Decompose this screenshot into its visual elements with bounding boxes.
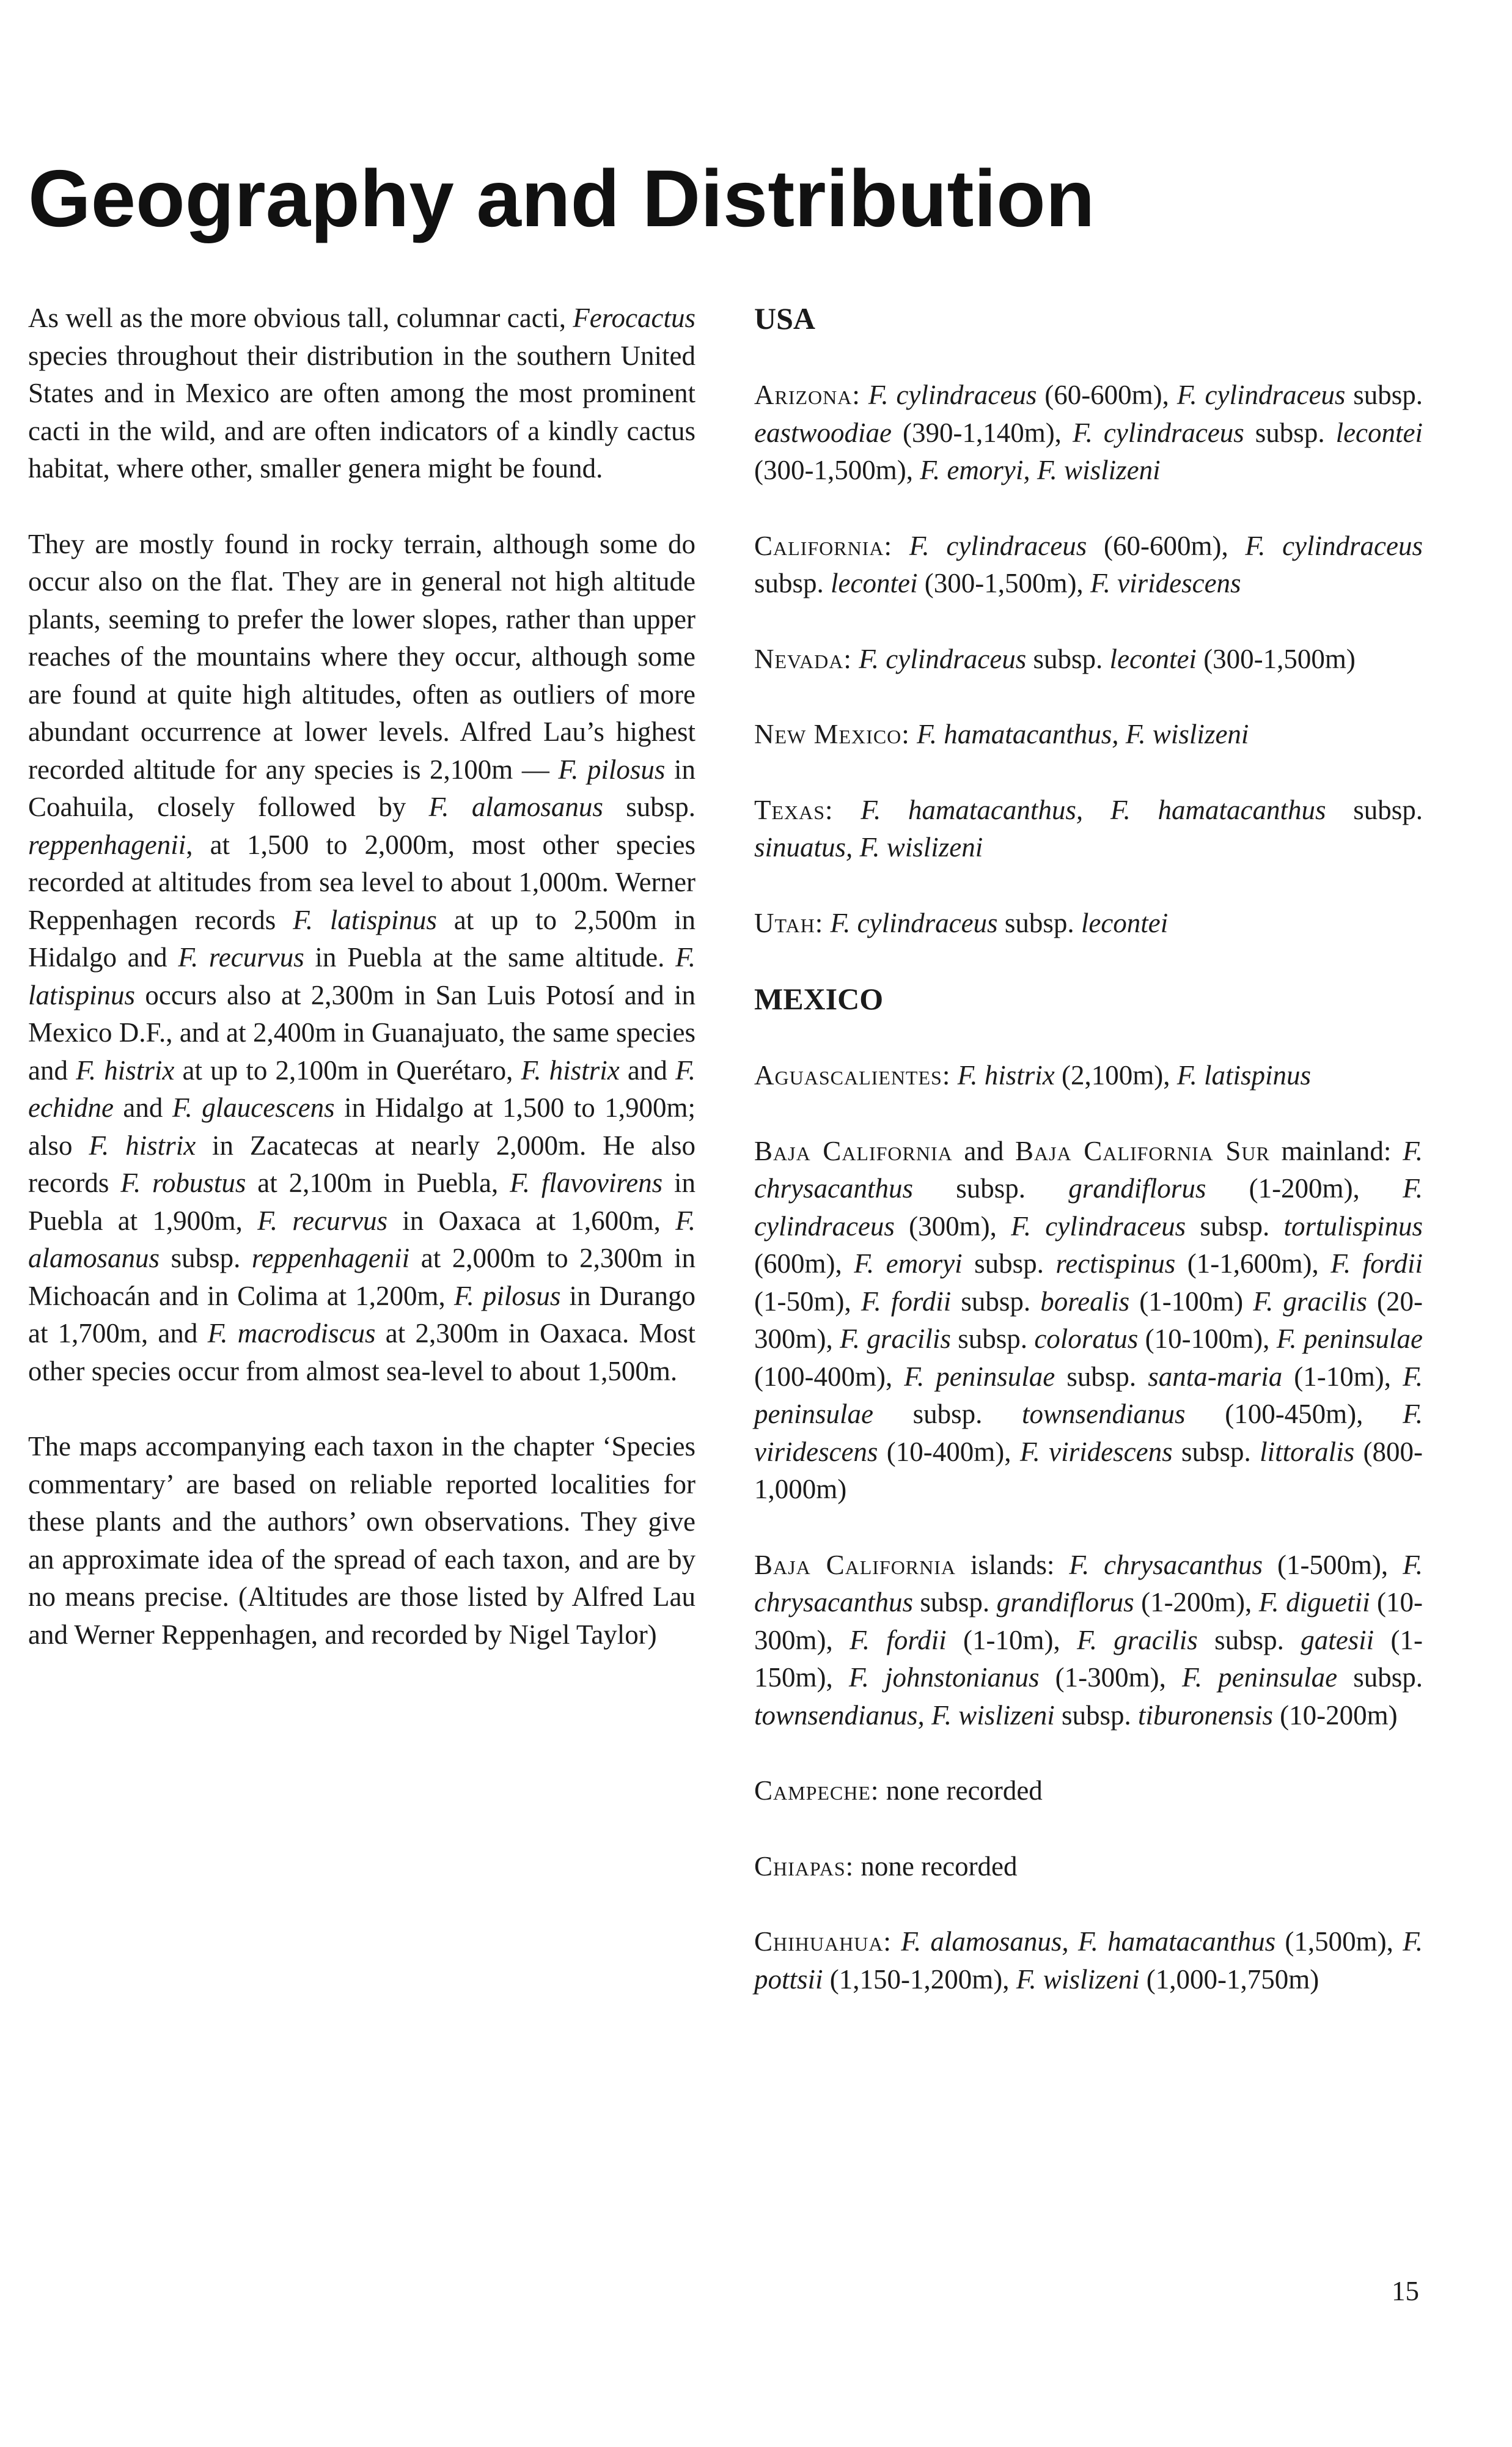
- text-run: mainland:: [1269, 1135, 1403, 1166]
- taxon-name: F. hamatacanthus, F. hamatacanthus: [861, 794, 1326, 825]
- taxon-name: lecontei: [1081, 907, 1169, 938]
- section-heading: USA: [754, 301, 816, 336]
- region-entry: [754, 528, 1423, 603]
- taxon-name: F. viridescens: [1090, 568, 1241, 598]
- text-run: subsp.: [1337, 1662, 1423, 1693]
- taxon-name: F. alamosanus: [428, 792, 603, 822]
- text-run: (1-150m),: [754, 1624, 1423, 1693]
- text-run: subsp.: [1054, 1699, 1139, 1731]
- taxon-name: F. emoryi: [854, 1248, 963, 1279]
- text-run: (10-100m),: [1138, 1323, 1277, 1354]
- text-run: and: [952, 1135, 1015, 1166]
- text-run: [950, 1060, 957, 1091]
- text-run: at 2,300m in Oaxaca. Most other species occur from almost sea-level to about 1,500m.: [28, 1318, 696, 1386]
- text-run: (60-600m),: [1037, 380, 1177, 410]
- taxon-name: F. robustus: [120, 1168, 246, 1198]
- region-name: New Mexico:: [754, 719, 910, 749]
- text-run: subsp.: [951, 1286, 1041, 1317]
- text-run: in Oaxaca at 1,600m,: [387, 1205, 676, 1236]
- region-entry: [754, 905, 1423, 943]
- taxon-name: reppenhagenii: [28, 829, 186, 860]
- taxon-name: F. pilosus: [558, 754, 666, 785]
- taxon-name: F. alamosanus, F. hamatacanthus: [901, 1926, 1276, 1957]
- text-run: (1-50m),: [754, 1286, 861, 1317]
- text-run: (1-200m),: [1134, 1587, 1259, 1617]
- region-entry: [754, 377, 1423, 490]
- text-run: subsp.: [1055, 1361, 1148, 1392]
- text-run: in Puebla at 1,900m,: [28, 1168, 695, 1236]
- text-run: islands:: [956, 1549, 1070, 1580]
- taxon-name: lecontei: [1335, 417, 1423, 448]
- text-run: (10-300m),: [754, 1587, 1423, 1655]
- taxon-name: F. alamosanus: [28, 1205, 695, 1273]
- region-name: California:: [754, 530, 892, 561]
- body-paragraph: [28, 526, 695, 1391]
- taxon-name: F. cylindraceus: [859, 643, 1027, 674]
- text-run: subsp.: [1244, 417, 1336, 448]
- region-name: Utah:: [754, 907, 824, 938]
- taxon-name: F. histrix: [89, 1130, 196, 1161]
- region-name: Aguascalientes:: [754, 1060, 951, 1091]
- taxon-name: F. gracilis: [840, 1323, 951, 1354]
- taxon-name: F. pilosus: [453, 1280, 561, 1311]
- text-run: subsp.: [1186, 1210, 1284, 1242]
- taxon-name: F. chrysacanthus: [1069, 1549, 1263, 1580]
- section-heading: MEXICO: [754, 982, 884, 1016]
- text-run: (100-450m),: [1185, 1399, 1403, 1429]
- text-run: [834, 795, 861, 825]
- text-run: (600m),: [754, 1248, 854, 1279]
- taxon-name: eastwoodiae: [754, 417, 892, 448]
- taxon-name: borealis: [1040, 1286, 1130, 1317]
- taxon-name: F. histrix: [76, 1054, 175, 1086]
- text-run: subsp.: [1026, 643, 1110, 674]
- text-run: at 2,000m to 2,300m in Michoacán and in Colima at 1,200m,: [28, 1243, 695, 1311]
- taxon-name: F. pottsii: [754, 1926, 1423, 1995]
- taxon-name: F. cylindraceus: [868, 380, 1037, 410]
- taxon-name: gatesii: [1301, 1624, 1374, 1655]
- region-name: Nevada:: [754, 643, 852, 674]
- taxon-name: F. latispinus: [293, 904, 437, 935]
- text-run: subsp.: [997, 907, 1081, 938]
- text-run: [861, 380, 868, 410]
- right-column: [754, 300, 1423, 2036]
- text-run: (300-1,500m),: [917, 568, 1090, 598]
- text-run: subsp.: [873, 1399, 1022, 1429]
- taxon-name: F. cylindraceus: [1072, 417, 1244, 448]
- text-run: (1,500m),: [1275, 1926, 1403, 1957]
- body-paragraph: [28, 300, 695, 488]
- taxon-name: F. macrodiscus: [207, 1318, 376, 1349]
- left-column: [28, 300, 695, 1691]
- taxon-name: F. latispinus: [1176, 1060, 1311, 1091]
- text-run: and: [619, 1054, 676, 1086]
- text-run: subsp.: [912, 1587, 997, 1617]
- text-run: subsp.: [1197, 1624, 1301, 1655]
- text-run: subsp.: [1172, 1436, 1260, 1467]
- text-run: (300m),: [894, 1210, 1011, 1242]
- taxon-name: townsendianus, F. wislizeni: [754, 1699, 1055, 1731]
- taxon-name: rectispinus: [1055, 1248, 1176, 1279]
- taxon-name: F. wislizeni: [1016, 1963, 1140, 1995]
- text-run: occurs also at 2,300m in San Luis Potosí and in Mexico D.F., and at 2,400m in Guanajuato, the same species and: [28, 979, 695, 1086]
- text-run: (800-1,000m): [754, 1436, 1423, 1504]
- taxon-name: F. emoryi, F. wislizeni: [920, 455, 1161, 485]
- text-run: (390-1,140m),: [891, 417, 1073, 448]
- taxon-name: reppenhagenii: [251, 1243, 410, 1273]
- text-run: (10-400m),: [878, 1436, 1020, 1467]
- text-run: (10-200m): [1272, 1699, 1398, 1731]
- region-name: Texas:: [754, 794, 834, 825]
- taxon-name: F. glaucescens: [172, 1092, 335, 1123]
- text-run: species throughout their distribution in the southern United States and in Mexico are often among the most prominent cacti in the wild, and are often indicators of a kindly cactus habitat, where other, smaller genera might be found.: [28, 340, 695, 484]
- text-run: in Zacatecas at nearly 2,000m. He also records: [28, 1130, 695, 1198]
- taxon-name: F. diguetii: [1258, 1587, 1370, 1617]
- text-run: (1-10m),: [1282, 1361, 1403, 1392]
- region-entry: [754, 792, 1423, 867]
- text-run: in Durango at 1,700m, and: [28, 1280, 695, 1349]
- text-run: subsp.: [962, 1248, 1056, 1279]
- taxon-name: F. peninsulae: [754, 1361, 1423, 1429]
- taxon-name: F. cylindraceus: [1176, 380, 1346, 410]
- text-run: (300-1,500m),: [754, 455, 920, 485]
- text-run: at 2,100m in Puebla,: [246, 1168, 510, 1198]
- text-run: The maps accompanying each taxon in the chapter ‘Species commentary’ are based on reliable reported localities for these plants and the authors’ own observations. They give an approximate idea of the spread of each taxon, and are by no means precise. (Altitudes are those listed by Alfred Lau and Werner Reppenhagen, and recorded by Nigel Taylor): [28, 1431, 695, 1650]
- text-run: subsp.: [603, 792, 696, 822]
- taxon-name: F. cylindraceus: [1011, 1210, 1186, 1242]
- taxon-name: F. flavovirens: [510, 1168, 663, 1198]
- text-run: at up to 2,500m in Hidalgo and: [28, 904, 695, 973]
- taxon-name: F. latispinus: [28, 942, 695, 1010]
- region-entry: [754, 641, 1423, 679]
- text-run: (1-300m),: [1039, 1662, 1183, 1693]
- region-name: Chiapas:: [754, 1850, 854, 1882]
- region-name: Campeche:: [754, 1775, 879, 1806]
- region-entry: [754, 1547, 1423, 1735]
- region-entry: [754, 1133, 1423, 1509]
- taxon-name: F. chrysacanthus: [754, 1549, 1423, 1617]
- text-run: (1-500m),: [1263, 1549, 1403, 1580]
- region-name: Baja California: [754, 1549, 956, 1580]
- region-name: Baja California Sur: [1015, 1135, 1270, 1166]
- taxon-name: F. cylindraceus: [1245, 530, 1423, 561]
- text-run: subsp.: [1345, 380, 1423, 410]
- taxon-name: lecontei: [1109, 643, 1197, 674]
- region-entry: [754, 1772, 1423, 1810]
- region-name: Arizona:: [754, 380, 861, 410]
- taxon-name: F. gracilis: [1253, 1286, 1367, 1317]
- taxon-name: F. gracilis: [1077, 1624, 1198, 1655]
- text-run: (60-600m),: [1087, 530, 1246, 561]
- taxon-name: F. recurvus: [178, 942, 304, 973]
- text-run: none recorded: [854, 1850, 1018, 1882]
- text-run: and: [113, 1092, 172, 1123]
- text-run: (1,000-1,750m): [1139, 1963, 1319, 1995]
- taxon-name: F. peninsulae: [1182, 1662, 1338, 1693]
- body-paragraph: [28, 1428, 695, 1654]
- text-run: [892, 531, 909, 561]
- text-run: (1-100m): [1129, 1286, 1253, 1317]
- text-run: none recorded: [879, 1775, 1043, 1806]
- taxon-name: F. echidne: [28, 1054, 695, 1123]
- page-title: Geography and Distribution: [28, 153, 1095, 243]
- taxon-name: F. peninsulae: [904, 1361, 1055, 1392]
- text-run: As well as the more obvious tall, columnar cacti,: [28, 303, 573, 333]
- taxon-name: Ferocactus: [573, 303, 695, 333]
- taxon-name: F. cylindraceus: [909, 530, 1087, 561]
- taxon-name: F. fordii: [1330, 1248, 1423, 1279]
- text-run: (300-1,500m): [1196, 643, 1356, 674]
- text-run: subsp.: [754, 568, 831, 598]
- taxon-name: F. recurvus: [257, 1205, 388, 1236]
- taxon-name: sinuatus, F. wislizeni: [754, 832, 983, 863]
- region-entry: [754, 1923, 1423, 1998]
- taxon-name: coloratus: [1034, 1323, 1139, 1354]
- taxon-name: F. cylindraceus: [754, 1173, 1423, 1242]
- text-run: (20-300m),: [754, 1286, 1423, 1354]
- text-run: (1-1,600m),: [1175, 1248, 1331, 1279]
- text-run: They are mostly found in rocky terrain, although some do occur also on the flat. They are in general not high altitude plants, seeming to prefer the lower slopes, rather than upper reaches of the mountains where they occur, although some are found at quite high altitudes, often as outliers of more abundant occurrence at lower levels. Alfred Lau’s highest recorded altitude for any species is 2,100m —: [28, 528, 695, 785]
- taxon-name: F. hamatacanthus, F. wislizeni: [917, 719, 1249, 749]
- region-name: Baja California: [754, 1135, 953, 1166]
- taxon-name: santa-maria: [1148, 1361, 1283, 1392]
- text-run: [910, 719, 917, 749]
- text-run: subsp.: [912, 1173, 1069, 1204]
- text-run: subsp.: [1326, 794, 1423, 825]
- taxon-name: littoralis: [1260, 1436, 1355, 1467]
- taxon-name: F. fordii: [850, 1624, 947, 1655]
- text-run: (1-200m),: [1206, 1173, 1403, 1204]
- text-run: , at 1,500 to 2,000m, most other species recorded at altitudes from sea level to about 1,000m. Werner Reppenhagen records: [28, 829, 695, 935]
- text-run: subsp.: [160, 1243, 252, 1273]
- taxon-name: F. viridescens: [754, 1399, 1423, 1467]
- text-run: in Hidalgo at 1,500 to 1,900m; also: [28, 1092, 695, 1161]
- taxon-name: townsendianus: [1022, 1399, 1186, 1429]
- taxon-name: tiburonensis: [1138, 1699, 1273, 1731]
- region-entry: [754, 716, 1423, 754]
- text-run: subsp.: [950, 1323, 1035, 1354]
- taxon-name: F. viridescens: [1019, 1436, 1173, 1467]
- page-number: 15: [1392, 2276, 1419, 2306]
- text-run: (2,100m),: [1054, 1060, 1177, 1091]
- taxon-name: F. johnstonianus: [848, 1662, 1040, 1693]
- text-run: (1-10m),: [946, 1624, 1077, 1655]
- region-entry: [754, 1057, 1423, 1095]
- taxon-name: grandiflorus: [1068, 1173, 1206, 1204]
- taxon-name: F. peninsulae: [1276, 1323, 1423, 1354]
- text-run: (1,150-1,200m),: [823, 1963, 1016, 1995]
- taxon-name: grandiflorus: [996, 1587, 1134, 1617]
- taxon-name: F. cylindraceus: [830, 907, 998, 938]
- taxon-name: tortulispinus: [1283, 1210, 1423, 1242]
- taxon-name: F. fordii: [861, 1286, 952, 1317]
- text-run: in Puebla at the same altitude.: [304, 942, 676, 973]
- taxon-name: F. histrix: [957, 1060, 1055, 1091]
- region-name: Chihuahua:: [754, 1926, 892, 1957]
- text-run: [852, 644, 859, 674]
- text-run: in Coahuila, closely followed by: [28, 754, 695, 822]
- taxon-name: lecontei: [831, 568, 918, 598]
- text-run: [892, 1926, 901, 1957]
- region-entry: [754, 1848, 1423, 1886]
- taxon-name: F. histrix: [521, 1054, 620, 1086]
- text-run: at up to 2,100m in Querétaro,: [174, 1054, 521, 1086]
- text-run: (100-400m),: [754, 1361, 905, 1392]
- text-run: [823, 908, 830, 938]
- taxon-name: F. chrysacanthus: [754, 1135, 1423, 1204]
